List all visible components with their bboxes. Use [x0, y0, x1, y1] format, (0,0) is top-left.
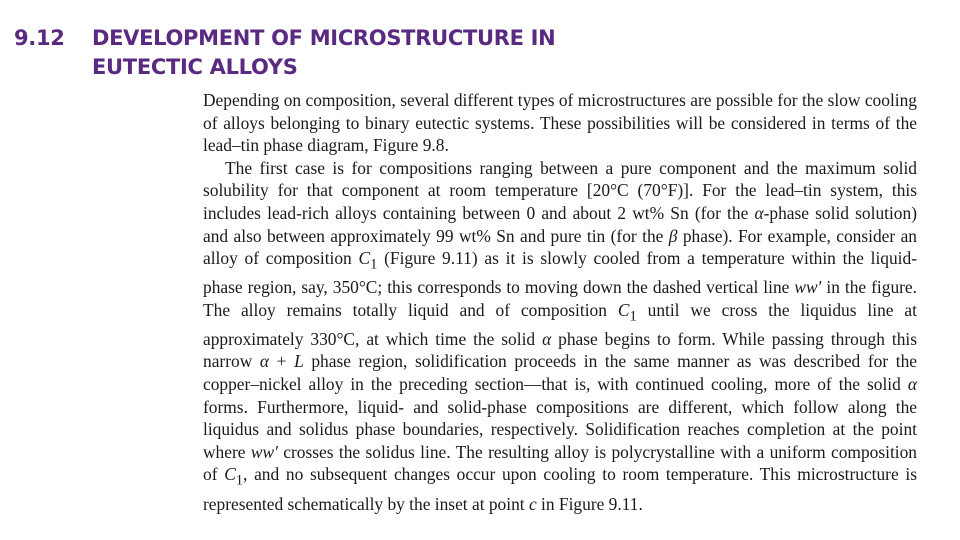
paragraph-1: Depending on composition, several different types of microstructures are possible for the slow cooling of alloys belonging to binary eutectic systems. These possibilities will be considered in terms of the lead–tin phase diagram, Figure 9.8. — [203, 90, 917, 156]
section-number: 9.12 — [14, 26, 65, 50]
section-title-line2: EUTECTIC ALLOYS — [92, 55, 298, 79]
section-heading — [14, 24, 714, 82]
paragraph-2: The first case is for compositions ranging between a pure component and the maximum solid solubility for that component at room temperature [20°C (70°F)]. For the lead–tin system, this includes lead-rich alloys containing between 0 and about 2 wt% Sn (for the α-phase solid solution) and also between approximately 99 wt% Sn and pure tin (for the β phase). For example, consider an alloy of composition $C_1$ (Figure 9.11) as it is slowly cooled from a temperature within the liquid-phase region, say, 350°C; this corresponds to moving down the dashed vertical line ww′ in the figure. The alloy remains totally liquid and of composition $C_1$ until we cross the liquidus line at approximately 330°C, at which time the solid α phase begins to form. While passing through this narrow α + L phase region, solidification proceeds in the same manner as was described for the copper–nickel alloy in the preceding section—that is, with continued cooling, more of the solid α forms. Furthermore, liquid- and solid-phase compositions are different, which follow along the liquidus and solidus phase boundaries, respectively. Solidification reaches completion at the point where ww′ crosses the solidus line. The resulting alloy is polycrystalline with a uniform composition of $C_1$, and no subsequent changes occur upon cooling to room temperature. This microstructure is represented schematically by the inset at point c in Figure 9.11. — [203, 157, 917, 514]
body-text — [203, 89, 917, 515]
section-title-line1: DEVELOPMENT OF MICROSTRUCTURE IN — [92, 26, 556, 50]
